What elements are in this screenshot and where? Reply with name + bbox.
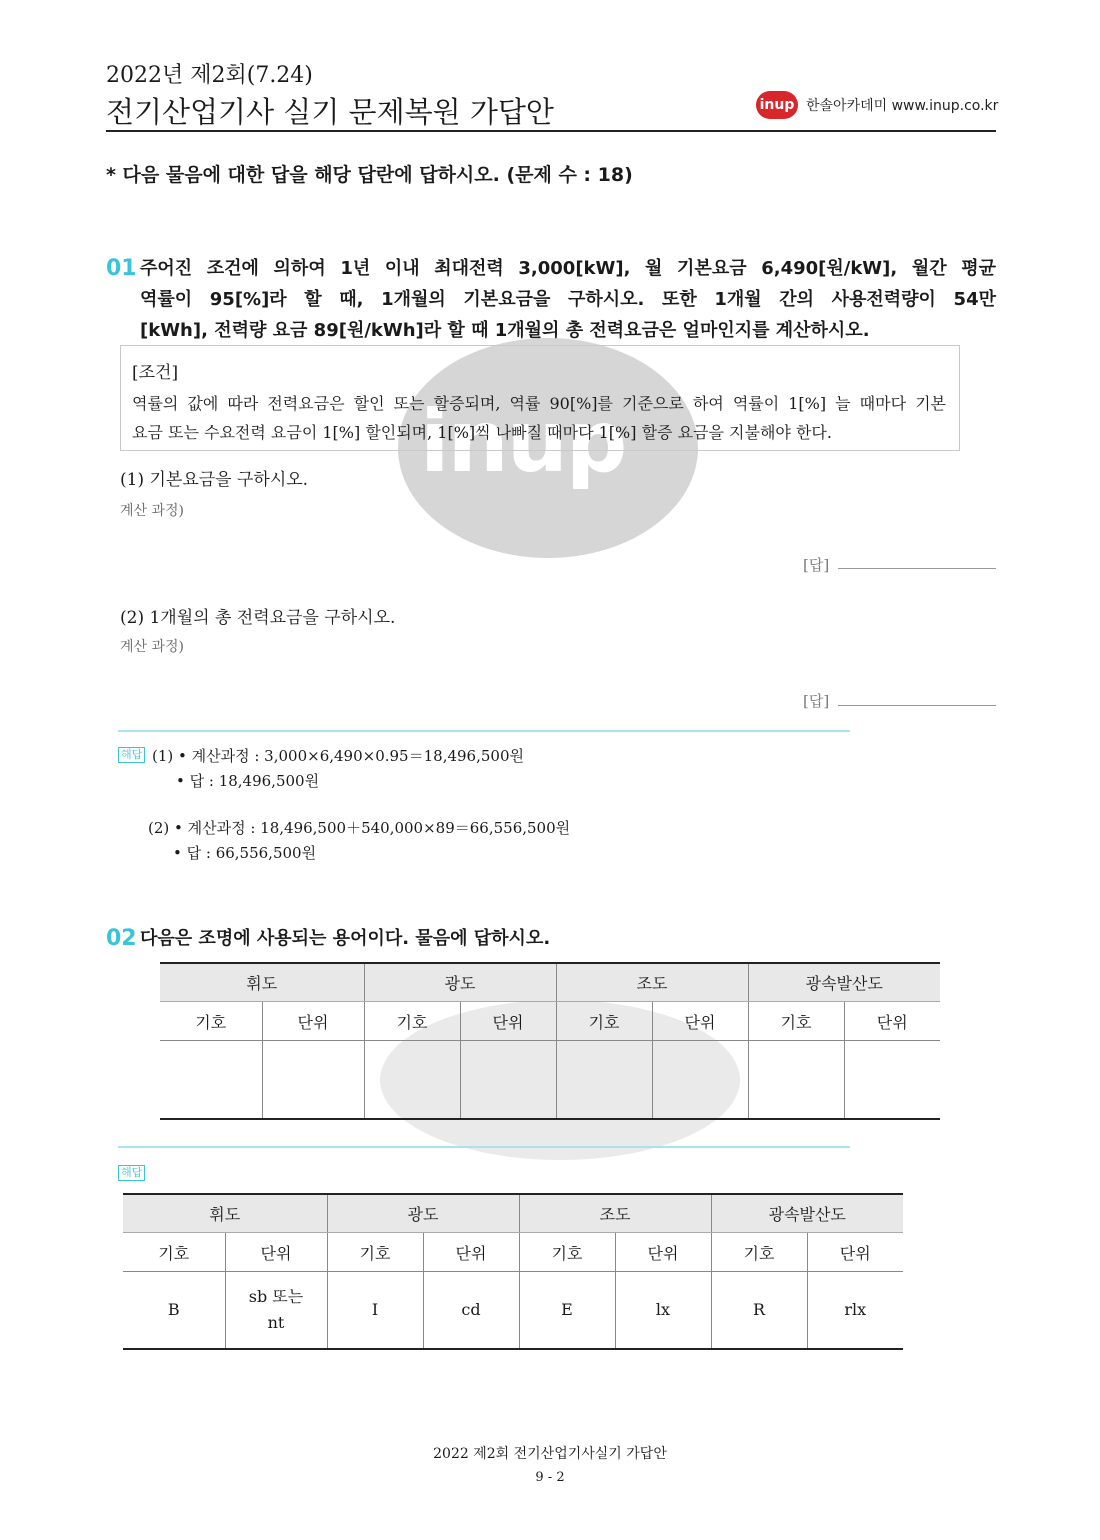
symbol-cell: R [711, 1272, 807, 1350]
footer-title: 2022 제2회 전기산업기사실기 가답안 [433, 1446, 667, 1462]
answer-table [160, 962, 940, 1120]
column-header: 조도 [519, 1194, 711, 1233]
condition-title: [조건] [132, 363, 179, 383]
answer-cell[interactable] [844, 1041, 940, 1120]
sub-column-header: 기호 [748, 1002, 844, 1041]
header-rule [106, 130, 996, 132]
sub-column-header: 단위 [652, 1002, 748, 1041]
question-text-line: 역률이 95[%]라 할 때, 1개월의 기본요금을 구하시오. 또한 1개월 간의 사용전력량이 54만 [140, 289, 996, 310]
publisher-text: 한솔아카데미 www.inup.co.kr [806, 98, 999, 114]
sub-column-header: 기호 [519, 1233, 615, 1272]
solution-tag: 해답 [118, 1165, 145, 1181]
solution-line: (1) • 계산과정 : 3,000×6,490×0.95＝18,496,500원 [152, 747, 524, 765]
question-number: 01 [106, 256, 137, 281]
column-header: 조도 [556, 963, 748, 1002]
solution-line: (2) • 계산과정 : 18,496,500＋540,000×89＝66,556,500원 [148, 819, 571, 837]
calc-label: 계산 과정) [120, 639, 185, 655]
solution-divider [118, 730, 850, 732]
symbol-cell: B [123, 1272, 225, 1350]
answer-blank[interactable] [838, 568, 996, 569]
sub-column-header: 단위 [225, 1233, 327, 1272]
column-header: 광도 [327, 1194, 519, 1233]
answer-cell[interactable] [262, 1041, 364, 1120]
question-text-line: 주어진 조건에 의하여 1년 이내 최대전력 3,000[kW], 월 기본요금 6,490[원/kW], 월간 평균 [140, 258, 996, 279]
answer-cell[interactable] [652, 1041, 748, 1120]
question-text-line: [kWh], 전력량 요금 89[원/kWh]라 할 때 1개월의 총 전력요금은 얼마인지를 계산하시오. [140, 320, 870, 341]
answer-blank[interactable] [838, 705, 996, 706]
column-header: 광속발산도 [748, 963, 940, 1002]
column-header: 광속발산도 [711, 1194, 903, 1233]
column-header: 휘도 [123, 1194, 327, 1233]
sub-column-header: 단위 [460, 1002, 556, 1041]
sub-column-header: 기호 [160, 1002, 262, 1041]
sub-column-header: 기호 [123, 1233, 225, 1272]
sub-column-header: 기호 [327, 1233, 423, 1272]
sub-column-header: 단위 [615, 1233, 711, 1272]
sub-question: (1) 기본요금을 구하시오. [120, 470, 309, 490]
unit-text: nt [267, 1313, 285, 1332]
symbol-cell: E [519, 1272, 615, 1350]
column-header: 휘도 [160, 963, 364, 1002]
solution-divider [118, 1146, 850, 1148]
sub-column-header: 단위 [262, 1002, 364, 1041]
column-header: 광도 [364, 963, 556, 1002]
sub-question: (2) 1개월의 총 전력요금을 구하시오. [120, 608, 396, 628]
sub-column-header: 단위 [423, 1233, 519, 1272]
answer-cell[interactable] [556, 1041, 652, 1120]
answer-label: [답] [803, 692, 830, 710]
instruction: * 다음 물음에 대한 답을 해당 답란에 답하시오. (문제 수 : 18) [106, 164, 633, 186]
page-title: 전기산업기사 실기 문제복원 가답안 [106, 95, 554, 129]
sub-column-header: 기호 [556, 1002, 652, 1041]
symbol-cell: I [327, 1272, 423, 1350]
sub-column-header: 기호 [711, 1233, 807, 1272]
watermark-text: inup [420, 392, 626, 492]
exam-date: 2022년 제2회(7.24) [106, 63, 313, 88]
unit-text: sb 또는 [248, 1287, 304, 1306]
solution-line: • 답 : 66,556,500원 [173, 844, 317, 862]
unit-cell [225, 1272, 327, 1350]
answer-cell[interactable] [460, 1041, 556, 1120]
question-text: 다음은 조명에 사용되는 용어이다. 물음에 답하시오. [140, 928, 551, 949]
solution-line: • 답 : 18,496,500원 [176, 772, 320, 790]
answer-cell[interactable] [160, 1041, 262, 1120]
unit-cell: cd [423, 1272, 519, 1350]
unit-cell: lx [615, 1272, 711, 1350]
page-number: 9 - 2 [535, 1470, 565, 1485]
answer-cell[interactable] [364, 1041, 460, 1120]
answer-label: [답] [803, 556, 830, 574]
sub-column-header: 단위 [844, 1002, 940, 1041]
solution-tag: 해답 [118, 747, 145, 763]
sub-column-header: 기호 [364, 1002, 460, 1041]
question-number: 02 [106, 926, 137, 951]
condition-text-line: 요금 또는 수요전력 요금이 1[%] 할인되며, 1[%]씩 나빠질 때마다 1[%] 할증 요금을 지불해야 한다. [132, 423, 832, 442]
solution-table [123, 1193, 903, 1350]
answer-cell[interactable] [748, 1041, 844, 1120]
inup-logo: inup [756, 91, 798, 119]
condition-text-line: 역률의 값에 따라 전력요금은 할인 또는 할증되며, 역률 90[%]를 기준으로 하여 역률이 1[%] 늘 때마다 기본 [132, 394, 946, 413]
sub-column-header: 단위 [807, 1233, 903, 1272]
unit-cell: rlx [807, 1272, 903, 1350]
calc-label: 계산 과정) [120, 503, 185, 519]
